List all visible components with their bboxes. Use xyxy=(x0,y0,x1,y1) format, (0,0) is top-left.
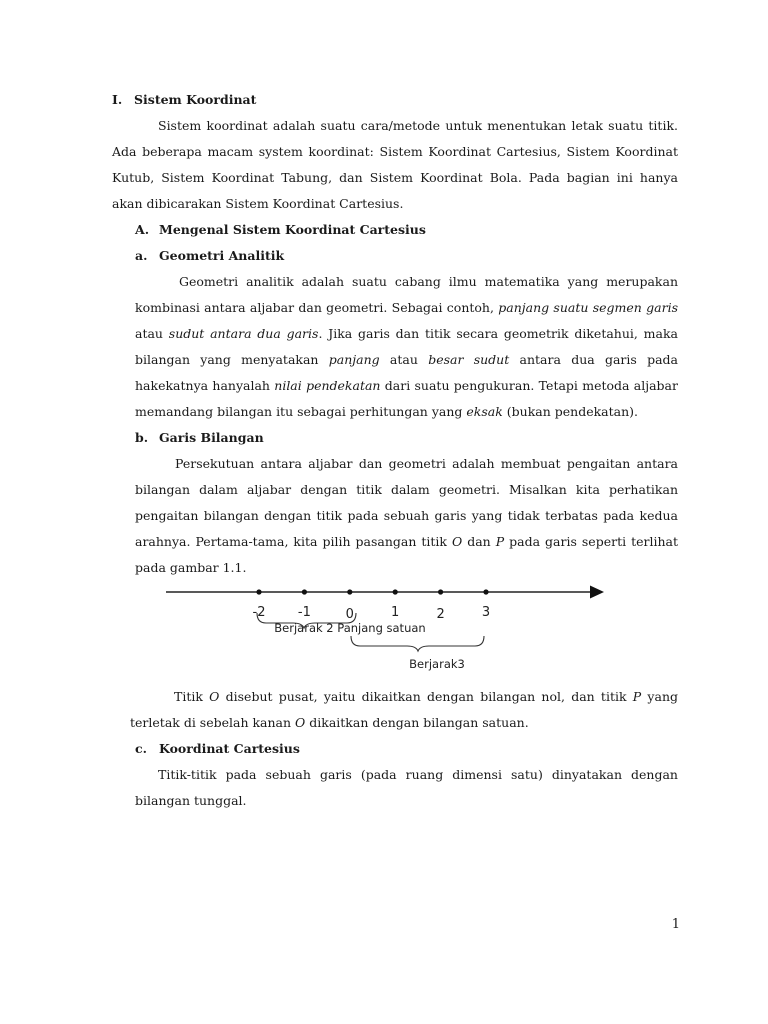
part-heading-b xyxy=(135,425,680,451)
text-run: atau xyxy=(135,326,169,341)
text-run: atau xyxy=(379,352,429,367)
emphasis: sudut antara dua garis xyxy=(168,326,319,341)
tick-label: 3 xyxy=(481,605,491,620)
section-title: Sistem Koordinat xyxy=(134,92,257,107)
brace-three-units xyxy=(351,636,484,651)
emphasis: panjang xyxy=(328,352,380,367)
paragraph-titik-o xyxy=(130,684,678,736)
tick-point xyxy=(438,589,443,594)
emphasis: O xyxy=(451,534,463,549)
number-line-figure xyxy=(0,570,768,680)
emphasis: O xyxy=(209,689,220,704)
tick-label: 0 xyxy=(345,607,354,622)
arrow-head-icon xyxy=(590,586,604,599)
tick-label: 2 xyxy=(436,607,445,622)
text-run: (bukan pendekatan). xyxy=(502,404,639,419)
part-title: Garis Bilangan xyxy=(159,430,264,445)
tick-label: 1 xyxy=(391,605,400,620)
part-heading-c xyxy=(135,736,680,762)
emphasis: P xyxy=(632,689,642,704)
subsection-title: Mengenal Sistem Koordinat Cartesius xyxy=(159,222,426,237)
tick-point xyxy=(483,589,488,594)
emphasis: eksak xyxy=(466,404,503,419)
brace-label-two-units: Berjarak 2 Panjang satuan xyxy=(274,621,426,635)
emphasis: P xyxy=(495,534,505,549)
tick-point xyxy=(393,589,398,594)
text-run: Geometri analitik adalah suatu cabang ilmu matematika yang merupakan kombinasi antara aljabar dan geometri. Sebagai contoh, xyxy=(135,274,678,315)
part-number: c. xyxy=(135,741,147,756)
subsection-number: A. xyxy=(135,222,150,237)
emphasis: O xyxy=(295,715,306,730)
emphasis: panjang suatu segmen garis xyxy=(498,300,678,315)
brace-label-three-units: Berjarak3 xyxy=(409,657,465,671)
tick-point xyxy=(256,589,261,594)
text-run: Persekutuan antara aljabar dan geometri adalah membuat pengaitan antara bilangan dalam aljabar dengan titik dalam geometri. Misalkan kita perhatikan pengaitan bilangan dengan titik pada sebuah garis yang tidak terbatas pada kedua arahnya. Pertama-tama, kita pilih pasangan titik xyxy=(135,456,678,549)
emphasis: besar sudut xyxy=(428,352,510,367)
text-run: Titik xyxy=(174,689,210,704)
text-run: dikaitkan dengan bilangan satuan. xyxy=(305,715,529,730)
tick-point xyxy=(302,589,307,594)
paragraph-koordinat-cartesius: Titik-titik pada sebuah garis (pada ruang dimensi satu) dinyatakan dengan bilangan tunggal. xyxy=(135,767,678,808)
text-run: dan xyxy=(462,534,496,549)
part-number: b. xyxy=(135,430,149,445)
tick-point xyxy=(347,589,352,594)
text-run: pada garis seperti terlihat pada gambar 1.1. xyxy=(135,534,678,575)
paragraph-geometri-analitik xyxy=(135,269,678,425)
part-number: a. xyxy=(135,248,148,263)
emphasis: nilai pendekatan xyxy=(274,378,381,393)
text-run: disebut pusat, yaitu dikaitkan dengan bilangan nol, dan titik xyxy=(219,689,633,704)
text-run: antara dua garis pada hakekatnya hanyalah xyxy=(135,352,678,393)
subsection-heading-a xyxy=(135,217,680,243)
section-intro: Sistem koordinat adalah suatu cara/metode untuk menentukan letak suatu titik. Ada beberapa macam system koordinat: Sistem Koordinat Cartesius, Sistem Koordinat Kutub, Sistem Koordinat Tabung, dan Sistem Koordinat Bola. Pada bagian ini hanya akan dibicarakan Sistem Koordinat Cartesius. xyxy=(112,118,678,211)
text-run: . Jika garis dan titik secara geometrik diketahui, maka bilangan yang menyatakan xyxy=(135,326,678,367)
tick-label: -1 xyxy=(297,605,311,620)
tick-group xyxy=(253,589,491,622)
section-heading xyxy=(112,87,682,113)
text-run: dari suatu pengukuran. Tetapi metoda aljabar memandang bilangan itu sebagai perhitungan yang xyxy=(135,378,678,419)
page-number: 1 xyxy=(671,917,680,932)
text-run: yang terletak di sebelah kanan xyxy=(130,689,678,730)
tick-label: -2 xyxy=(252,605,266,620)
paragraph-garis-bilangan xyxy=(135,451,678,581)
part-title: Geometri Analitik xyxy=(159,248,285,263)
part-heading-a xyxy=(135,243,680,269)
section-number: I. xyxy=(112,92,123,107)
part-title: Koordinat Cartesius xyxy=(159,741,300,756)
